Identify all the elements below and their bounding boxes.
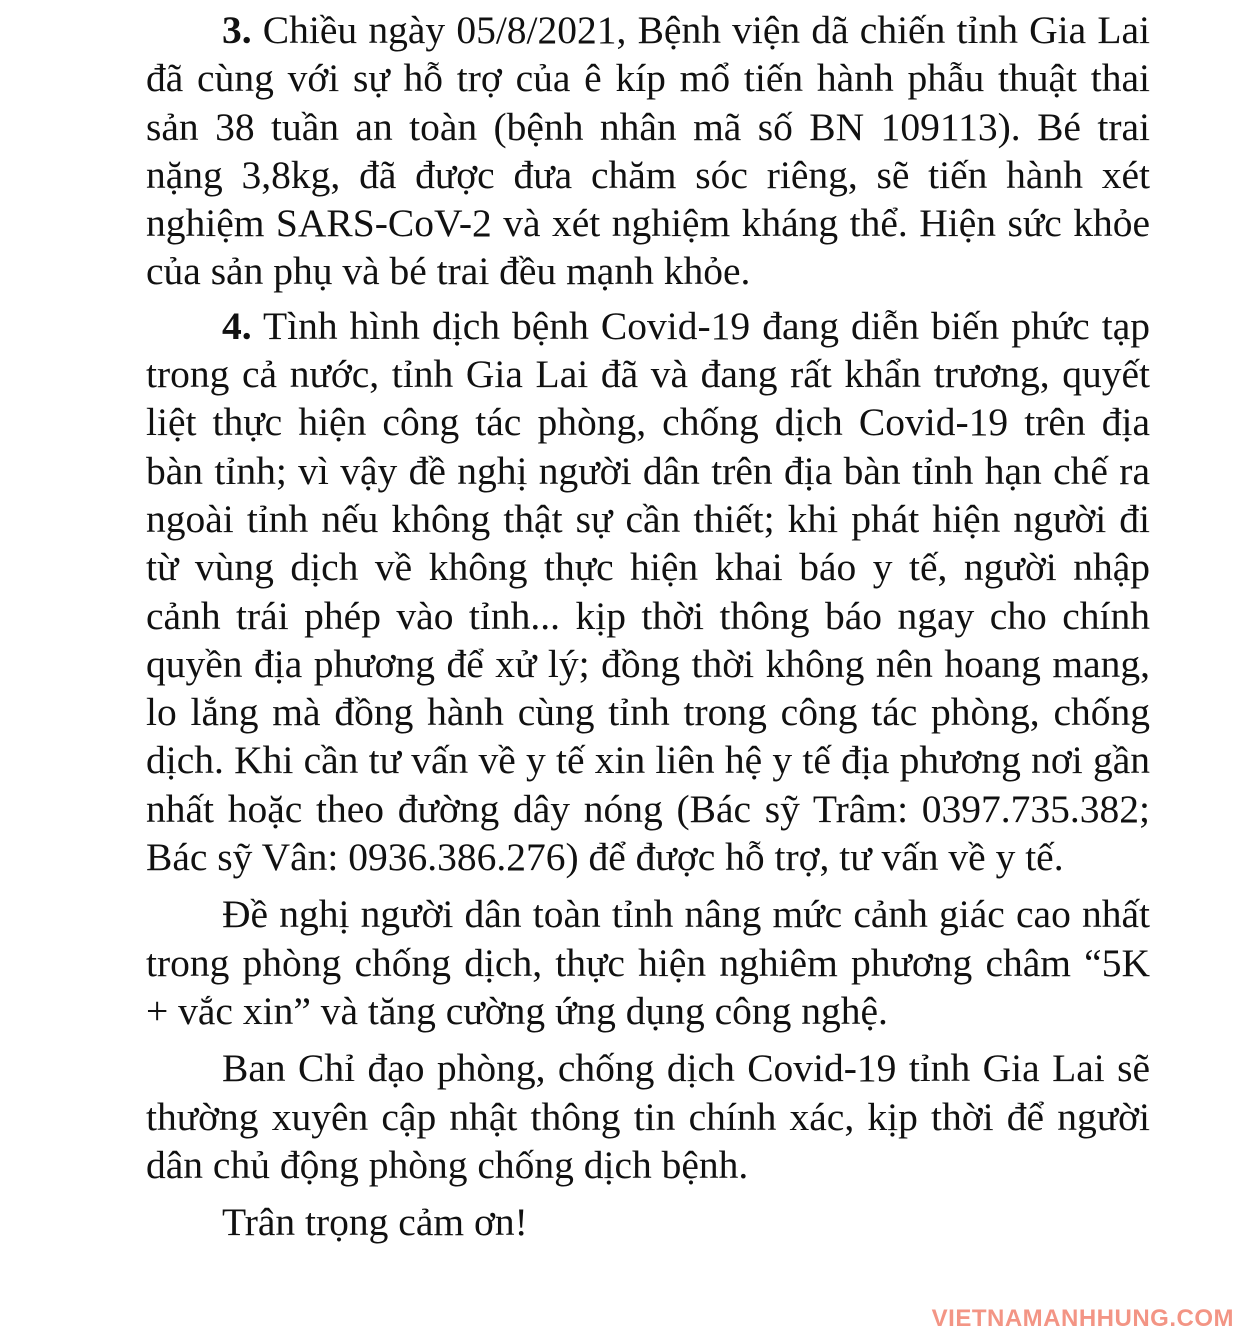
watermark: VIETNAMANHHUNG.COM xyxy=(931,1305,1234,1332)
paragraph-4-text: Tình hình dịch bệnh Covid-19 đang diễn biến phức tạp trong cả nước, tỉnh Gia Lai đã và đang rất khẩn trương, quyết liệt thực hiện công tác phòng, chống dịch Covid-19 trên địa bàn tỉnh; vì vậy đề nghị người dân trên địa bàn tỉnh hạn chế ra ngoài tỉnh nếu không thật sự cần thiết; khi phát hiện người đi từ vùng dịch về không thực hiện khai báo y tế, người nhập cảnh trái phép vào tỉnh... kịp thời thông báo ngay cho chính quyền địa phương để xử lý; đồng thời không nên hoang mang, lo lắng mà đồng hành cùng tỉnh trong công tác phòng, chống dịch. Khi cần tư vấn về y tế xin liên hệ y tế địa phương nơi gần nhất hoặc theo đường dây nóng (Bác sỹ Trâm: 0397.735.382; Bác sỹ Vân: 0936.386.276) để được hỗ trợ, tư vấn về y tế. xyxy=(146,303,1150,880)
thanks-line: Trân trọng cảm ơn! xyxy=(222,1200,528,1245)
paragraph-4 xyxy=(146,302,1150,882)
paragraph-3-number: 3. xyxy=(222,8,252,52)
document-body xyxy=(146,6,1150,1246)
paragraph-4-number: 4. xyxy=(222,303,252,348)
closing-paragraph: Ban Chỉ đạo phòng, chống dịch Covid-19 tỉnh Gia Lai sẽ thường xuyên cập nhật thông tin chính xác, kịp thời để người dân chủ động phòng chống dịch bệnh. xyxy=(146,1046,1150,1187)
appeal-paragraph: Đề nghị người dân toàn tỉnh nâng mức cảnh giác cao nhất trong phòng chống dịch, thực hiện nghiêm phương châm “5K + vắc xin” và tăng cường ứng dụng công nghệ. xyxy=(146,892,1150,1033)
paragraph-3-text: Chiều ngày 05/8/2021, Bệnh viện dã chiến tỉnh Gia Lai đã cùng với sự hỗ trợ của ê kíp mổ tiến hành phẫu thuật thai sản 38 tuần an toàn (bệnh nhân mã số BN 109113). Bé trai nặng 3,8kg, đã được đưa chăm sóc riêng, sẽ tiến hành xét nghiệm SARS-CoV-2 và xét nghiệm kháng thể. Hiện sức khỏe của sản phụ và bé trai đều mạnh khỏe. xyxy=(146,8,1150,294)
paragraph-3 xyxy=(146,6,1150,296)
